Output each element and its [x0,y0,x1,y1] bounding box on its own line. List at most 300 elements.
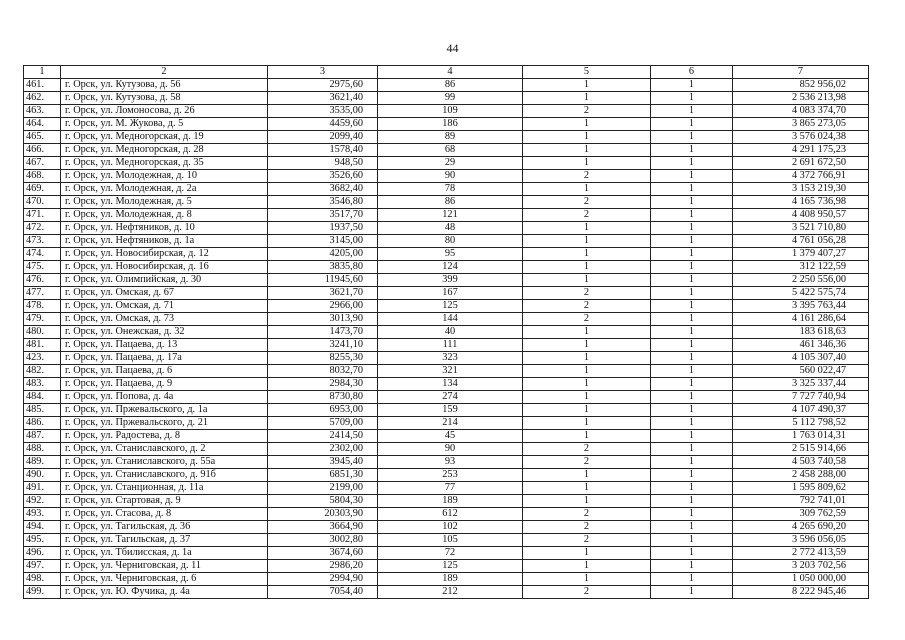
cell-address: г. Орск, ул. Станиславского, д. 91б [61,469,268,482]
cell-row-number: 493. [24,508,61,521]
cell-row-number: 492. [24,495,61,508]
cell-residents: 99 [378,92,523,105]
cell-address: г. Орск, ул. Станиславского, д. 55а [61,456,268,469]
cell-row-number: 465. [24,131,61,144]
cell-address: г. Орск, ул. М. Жукова, д. 5 [61,118,268,131]
table-row [24,248,869,261]
cell-address: г. Орск, ул. Омская, д. 67 [61,287,268,300]
table-row [24,118,869,131]
cell-address: г. Орск, ул. Черниговская, д. 11 [61,560,268,573]
cell-col-5: 1 [523,118,651,131]
cell-address: г. Орск, ул. Новосибирская, д. 12 [61,248,268,261]
cell-area: 2966,00 [268,300,378,313]
cell-area: 1578,40 [268,144,378,157]
cell-area: 3621,40 [268,92,378,105]
cell-row-number: 476. [24,274,61,287]
header-cell: 5 [523,66,651,79]
cell-col-6: 1 [651,274,733,287]
cell-area: 3664,90 [268,521,378,534]
cell-col-6: 1 [651,326,733,339]
page-number: 44 [446,41,459,55]
cell-residents: 68 [378,144,523,157]
table-row [24,157,869,170]
cell-amount: 312 122,59 [733,261,869,274]
cell-residents: 90 [378,170,523,183]
cell-amount: 309 762,59 [733,508,869,521]
cell-residents: 189 [378,573,523,586]
cell-area: 3546,80 [268,196,378,209]
table-row [24,209,869,222]
cell-row-number: 482. [24,365,61,378]
cell-col-6: 1 [651,144,733,157]
cell-col-5: 1 [523,573,651,586]
cell-address: г. Орск, ул. Тагильская, д. 36 [61,521,268,534]
table-row [24,261,869,274]
cell-amount: 3 395 763,44 [733,300,869,313]
cell-amount: 461 346,36 [733,339,869,352]
cell-residents: 399 [378,274,523,287]
cell-col-5: 1 [523,547,651,560]
cell-col-5: 1 [523,183,651,196]
cell-address: г. Орск, ул. Новосибирская, д. 16 [61,261,268,274]
table-row [24,274,869,287]
cell-residents: 109 [378,105,523,118]
table-row [24,105,869,118]
table-row [24,443,869,456]
cell-col-5: 1 [523,417,651,430]
cell-residents: 111 [378,339,523,352]
cell-residents: 124 [378,261,523,274]
cell-col-5: 1 [523,222,651,235]
cell-amount: 1 595 809,62 [733,482,869,495]
cell-col-5: 1 [523,248,651,261]
table-row [24,92,869,105]
cell-col-5: 1 [523,378,651,391]
cell-residents: 212 [378,586,523,599]
cell-col-6: 1 [651,521,733,534]
cell-amount: 2 515 914,66 [733,443,869,456]
cell-col-6: 1 [651,339,733,352]
cell-address: г. Орск, ул. Радостева, д. 8 [61,430,268,443]
cell-amount: 3 325 337,44 [733,378,869,391]
cell-residents: 612 [378,508,523,521]
cell-area: 2199,00 [268,482,378,495]
cell-amount: 3 596 056,05 [733,534,869,547]
cell-area: 6851,30 [268,469,378,482]
header-cell: 2 [61,66,268,79]
cell-col-6: 1 [651,443,733,456]
cell-col-5: 2 [523,105,651,118]
cell-amount: 2 536 213,98 [733,92,869,105]
cell-address: г. Орск, ул. Ю. Фучика, д. 4а [61,586,268,599]
cell-residents: 89 [378,131,523,144]
cell-row-number: 473. [24,235,61,248]
cell-amount: 7 727 740,94 [733,391,869,404]
cell-area: 2986,20 [268,560,378,573]
cell-row-number: 491. [24,482,61,495]
cell-col-5: 1 [523,235,651,248]
cell-col-6: 1 [651,105,733,118]
cell-col-6: 1 [651,469,733,482]
cell-col-5: 1 [523,79,651,92]
cell-residents: 134 [378,378,523,391]
cell-area: 948,50 [268,157,378,170]
cell-residents: 72 [378,547,523,560]
registry-table [23,65,869,599]
cell-row-number: 461. [24,79,61,92]
cell-address: г. Орск, ул. Кутузова, д. 58 [61,92,268,105]
cell-col-5: 2 [523,170,651,183]
cell-address: г. Орск, ул. Омская, д. 73 [61,313,268,326]
cell-col-5: 2 [523,521,651,534]
cell-area: 8032,70 [268,365,378,378]
cell-area: 2414,50 [268,430,378,443]
cell-amount: 560 022,47 [733,365,869,378]
cell-residents: 48 [378,222,523,235]
cell-row-number: 484. [24,391,61,404]
cell-address: г. Орск, ул. Медногорская, д. 19 [61,131,268,144]
cell-residents: 90 [378,443,523,456]
cell-col-6: 1 [651,534,733,547]
cell-col-6: 1 [651,586,733,599]
cell-area: 3682,40 [268,183,378,196]
table-row [24,131,869,144]
cell-address: г. Орск, ул. Молодежная, д. 8 [61,209,268,222]
cell-col-5: 2 [523,586,651,599]
table-row [24,482,869,495]
cell-col-5: 1 [523,274,651,287]
cell-amount: 2 772 413,59 [733,547,869,560]
cell-area: 3002,80 [268,534,378,547]
cell-col-5: 1 [523,391,651,404]
table-row [24,79,869,92]
cell-amount: 4 265 690,20 [733,521,869,534]
table-row [24,586,869,599]
cell-area: 2984,30 [268,378,378,391]
cell-col-6: 1 [651,391,733,404]
cell-area: 3517,70 [268,209,378,222]
cell-col-6: 1 [651,222,733,235]
cell-residents: 323 [378,352,523,365]
cell-residents: 77 [378,482,523,495]
cell-col-5: 2 [523,508,651,521]
cell-amount: 4 161 286,64 [733,313,869,326]
cell-address: г. Орск, ул. Пацаева, д. 17а [61,352,268,365]
cell-row-number: 480. [24,326,61,339]
cell-row-number: 498. [24,573,61,586]
header-cell: 6 [651,66,733,79]
cell-residents: 121 [378,209,523,222]
cell-residents: 189 [378,495,523,508]
table-row [24,196,869,209]
cell-amount: 8 222 945,46 [733,586,869,599]
cell-residents: 253 [378,469,523,482]
cell-address: г. Орск, ул. Олимпийская, д. 30 [61,274,268,287]
cell-col-6: 1 [651,92,733,105]
cell-area: 3835,80 [268,261,378,274]
cell-address: г. Орск, ул. Станиславского, д. 2 [61,443,268,456]
cell-col-6: 1 [651,196,733,209]
cell-residents: 29 [378,157,523,170]
cell-col-6: 1 [651,131,733,144]
table-row [24,456,869,469]
table-row [24,235,869,248]
table-row [24,417,869,430]
table-row [24,521,869,534]
cell-row-number: 475. [24,261,61,274]
cell-row-number: 469. [24,183,61,196]
cell-col-6: 1 [651,378,733,391]
cell-area: 5804,30 [268,495,378,508]
cell-area: 3013,90 [268,313,378,326]
cell-col-5: 1 [523,92,651,105]
cell-residents: 45 [378,430,523,443]
table-row [24,391,869,404]
cell-amount: 4 503 740,58 [733,456,869,469]
cell-col-6: 1 [651,157,733,170]
cell-address: г. Орск, ул. Пацаева, д. 9 [61,378,268,391]
cell-area: 4205,00 [268,248,378,261]
cell-col-6: 1 [651,183,733,196]
cell-residents: 321 [378,365,523,378]
cell-row-number: 495. [24,534,61,547]
cell-row-number: 468. [24,170,61,183]
cell-row-number: 489. [24,456,61,469]
cell-row-number: 485. [24,404,61,417]
cell-col-5: 2 [523,456,651,469]
cell-amount: 4 408 950,57 [733,209,869,222]
cell-amount: 852 956,02 [733,79,869,92]
cell-area: 8255,30 [268,352,378,365]
cell-col-5: 1 [523,430,651,443]
cell-area: 20303,90 [268,508,378,521]
cell-col-6: 1 [651,508,733,521]
cell-address: г. Орск, ул. Стасова, д. 8 [61,508,268,521]
cell-col-6: 1 [651,365,733,378]
cell-col-6: 1 [651,547,733,560]
cell-amount: 1 050 000,00 [733,573,869,586]
cell-col-5: 1 [523,339,651,352]
cell-col-6: 1 [651,235,733,248]
cell-address: г. Орск, ул. Попова, д. 4а [61,391,268,404]
cell-col-6: 1 [651,404,733,417]
cell-amount: 2 691 672,50 [733,157,869,170]
cell-col-5: 1 [523,469,651,482]
table-row [24,547,869,560]
cell-address: г. Орск, ул. Нефтяников, д. 10 [61,222,268,235]
cell-address: г. Орск, ул. Молодежная, д. 10 [61,170,268,183]
cell-row-number: 474. [24,248,61,261]
cell-row-number: 479. [24,313,61,326]
cell-residents: 86 [378,196,523,209]
cell-col-5: 2 [523,313,651,326]
cell-amount: 2 458 288,00 [733,469,869,482]
table-body [24,79,869,599]
cell-col-6: 1 [651,261,733,274]
cell-address: г. Орск, ул. Медногорская, д. 28 [61,144,268,157]
cell-residents: 274 [378,391,523,404]
cell-row-number: 471. [24,209,61,222]
cell-area: 1473,70 [268,326,378,339]
cell-residents: 186 [378,118,523,131]
table-row [24,378,869,391]
cell-address: г. Орск, ул. Черниговская, д. 6 [61,573,268,586]
cell-amount: 1 763 014,31 [733,430,869,443]
cell-amount: 183 618,63 [733,326,869,339]
cell-col-5: 2 [523,196,651,209]
table-row [24,534,869,547]
cell-col-6: 1 [651,417,733,430]
cell-col-6: 1 [651,209,733,222]
cell-address: г. Орск, ул. Омская, д. 71 [61,300,268,313]
cell-row-number: 486. [24,417,61,430]
cell-residents: 95 [378,248,523,261]
table-row [24,339,869,352]
cell-amount: 4 107 490,37 [733,404,869,417]
cell-amount: 3 521 710,80 [733,222,869,235]
header-cell: 1 [24,66,61,79]
cell-residents: 102 [378,521,523,534]
cell-address: г. Орск, ул. Стартовая, д. 9 [61,495,268,508]
cell-address: г. Орск, ул. Молодежная, д. 2а [61,183,268,196]
cell-row-number: 470. [24,196,61,209]
table-row [24,313,869,326]
cell-area: 3535,00 [268,105,378,118]
cell-row-number: 490. [24,469,61,482]
cell-amount: 5 422 575,74 [733,287,869,300]
cell-row-number: 423. [24,352,61,365]
cell-col-6: 1 [651,287,733,300]
cell-address: г. Орск, ул. Пржевальского, д. 21 [61,417,268,430]
cell-row-number: 494. [24,521,61,534]
cell-col-5: 1 [523,326,651,339]
cell-row-number: 481. [24,339,61,352]
cell-address: г. Орск, ул. Онежская, д. 32 [61,326,268,339]
cell-address: г. Орск, ул. Ломоносова, д. 26 [61,105,268,118]
cell-area: 8730,80 [268,391,378,404]
cell-residents: 78 [378,183,523,196]
cell-amount: 3 576 024,38 [733,131,869,144]
cell-amount: 1 379 407,27 [733,248,869,261]
cell-amount: 3 203 702,56 [733,560,869,573]
cell-col-6: 1 [651,170,733,183]
cell-address: г. Орск, ул. Молодежная, д. 5 [61,196,268,209]
cell-area: 3145,00 [268,235,378,248]
cell-residents: 167 [378,287,523,300]
cell-amount: 3 153 219,30 [733,183,869,196]
cell-col-6: 1 [651,495,733,508]
cell-row-number: 487. [24,430,61,443]
cell-col-5: 1 [523,157,651,170]
cell-residents: 125 [378,300,523,313]
cell-row-number: 478. [24,300,61,313]
table-row [24,560,869,573]
cell-area: 4459,60 [268,118,378,131]
cell-col-5: 2 [523,287,651,300]
header-cell: 3 [268,66,378,79]
table-row [24,469,869,482]
cell-col-5: 2 [523,534,651,547]
cell-col-5: 1 [523,144,651,157]
cell-residents: 93 [378,456,523,469]
cell-area: 3621,70 [268,287,378,300]
table-row [24,144,869,157]
cell-address: г. Орск, ул. Кутузова, д. 56 [61,79,268,92]
cell-area: 3526,60 [268,170,378,183]
table-row [24,365,869,378]
cell-col-5: 2 [523,443,651,456]
cell-row-number: 466. [24,144,61,157]
cell-row-number: 483. [24,378,61,391]
cell-col-5: 2 [523,209,651,222]
cell-residents: 80 [378,235,523,248]
cell-address: г. Орск, ул. Пацаева, д. 6 [61,365,268,378]
cell-row-number: 488. [24,443,61,456]
cell-amount: 2 250 556,00 [733,274,869,287]
cell-address: г. Орск, ул. Тагильская, д. 37 [61,534,268,547]
cell-area: 5709,00 [268,417,378,430]
table-row [24,508,869,521]
table-row [24,170,869,183]
table-row [24,222,869,235]
cell-area: 2994,90 [268,573,378,586]
cell-area: 3241,10 [268,339,378,352]
table-row [24,326,869,339]
cell-residents: 144 [378,313,523,326]
cell-row-number: 467. [24,157,61,170]
cell-col-5: 1 [523,365,651,378]
cell-amount: 4 372 766,91 [733,170,869,183]
table-row [24,573,869,586]
cell-row-number: 464. [24,118,61,131]
header-cell: 4 [378,66,523,79]
cell-amount: 3 865 273,05 [733,118,869,131]
cell-row-number: 499. [24,586,61,599]
cell-residents: 214 [378,417,523,430]
cell-address: г. Орск, ул. Станционная, д. 11а [61,482,268,495]
cell-row-number: 472. [24,222,61,235]
cell-row-number: 477. [24,287,61,300]
table-row [24,183,869,196]
cell-col-5: 1 [523,261,651,274]
cell-amount: 4 761 056,28 [733,235,869,248]
cell-residents: 40 [378,326,523,339]
cell-col-5: 1 [523,404,651,417]
cell-col-6: 1 [651,118,733,131]
cell-residents: 86 [378,79,523,92]
cell-area: 6953,00 [268,404,378,417]
cell-col-6: 1 [651,313,733,326]
cell-row-number: 462. [24,92,61,105]
cell-amount: 4 083 374,70 [733,105,869,118]
cell-row-number: 463. [24,105,61,118]
cell-area: 11945,60 [268,274,378,287]
cell-address: г. Орск, ул. Пржевальского, д. 1а [61,404,268,417]
cell-col-5: 1 [523,495,651,508]
cell-amount: 4 165 736,98 [733,196,869,209]
cell-col-6: 1 [651,560,733,573]
cell-area: 2302,00 [268,443,378,456]
cell-area: 2975,60 [268,79,378,92]
cell-col-5: 1 [523,352,651,365]
cell-area: 3674,60 [268,547,378,560]
table-row [24,430,869,443]
cell-residents: 125 [378,560,523,573]
cell-area: 7054,40 [268,586,378,599]
cell-col-6: 1 [651,352,733,365]
cell-col-5: 1 [523,131,651,144]
cell-col-5: 2 [523,300,651,313]
